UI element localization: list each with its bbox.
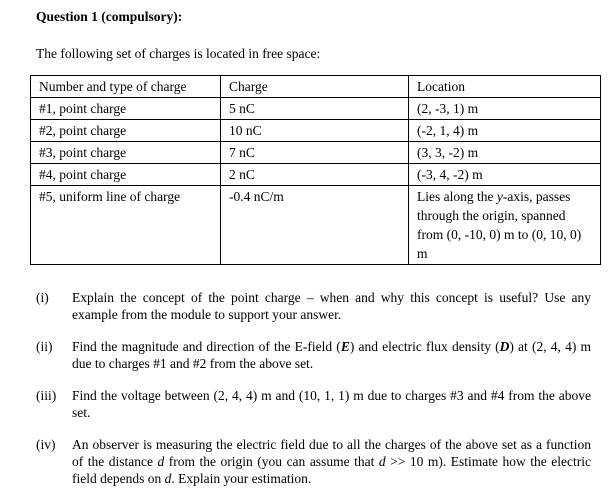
table-header-row bbox=[31, 76, 601, 98]
column-header-charge: Charge bbox=[221, 76, 409, 98]
question-text: Find the magnitude and direction of the E-field (E) and electric flux density (D) at (2, 4, 4) m due to charges #1 and #2 from the above set. bbox=[72, 339, 591, 372]
cell-charge-location: (-2, 1, 4) m bbox=[409, 120, 601, 142]
question-label: (iv) bbox=[36, 437, 56, 453]
column-header-number-type: Number and type of charge bbox=[31, 76, 221, 98]
question-text: Find the voltage between (2, 4, 4) m and (10, 1, 1) m due to charges #3 and #4 from the above set. bbox=[72, 388, 591, 421]
cell-charge-value: 10 nC bbox=[221, 120, 409, 142]
cell-charge-name: #2, point charge bbox=[31, 120, 221, 142]
question-list bbox=[36, 289, 591, 487]
question-item-iv bbox=[36, 436, 591, 487]
question-item-ii bbox=[36, 338, 591, 372]
cell-charge-value: 7 nC bbox=[221, 142, 409, 164]
cell-charge-location: (3, 3, -2) m bbox=[409, 142, 601, 164]
question-label: (i) bbox=[36, 290, 49, 306]
question-text: An observer is measuring the electric field due to all the charges of the above set as a function of the distance d from the origin (you can assume that d >> 10 m). Estimate how the electric field depends on d. Explain your estimation. bbox=[72, 437, 591, 487]
table-row bbox=[31, 98, 601, 120]
table-row bbox=[31, 120, 601, 142]
question-text: Explain the concept of the point charge – when and why this concept is useful? Use any example from the module to support your answer. bbox=[72, 290, 591, 323]
cell-charge-value: 2 nC bbox=[221, 164, 409, 186]
intro-text: The following set of charges is located in free space: bbox=[36, 45, 321, 61]
question-item-i bbox=[36, 289, 591, 323]
cell-charge-name: #4, point charge bbox=[31, 164, 221, 186]
charges-table bbox=[30, 75, 601, 265]
question-title: Question 1 (compulsory): bbox=[36, 9, 183, 24]
column-header-location: Location bbox=[409, 76, 601, 98]
table-row bbox=[31, 164, 601, 186]
cell-charge-value: -0.4 nC/m bbox=[221, 186, 409, 265]
question-label: (ii) bbox=[36, 339, 53, 355]
cell-charge-location: (2, -3, 1) m bbox=[409, 98, 601, 120]
question-label: (iii) bbox=[36, 388, 57, 404]
cell-charge-name: #1, point charge bbox=[31, 98, 221, 120]
table-row bbox=[31, 142, 601, 164]
cell-charge-name: #3, point charge bbox=[31, 142, 221, 164]
table-row bbox=[31, 186, 601, 265]
cell-charge-name: #5, uniform line of charge bbox=[31, 186, 221, 265]
cell-charge-value: 5 nC bbox=[221, 98, 409, 120]
cell-charge-location: (-3, 4, -2) m bbox=[409, 164, 601, 186]
question-item-iii bbox=[36, 387, 591, 421]
cell-charge-location: Lies along the y-axis, passes through the origin, spanned from (0, -10, 0) m to (0, 10, 0) m bbox=[409, 186, 601, 265]
